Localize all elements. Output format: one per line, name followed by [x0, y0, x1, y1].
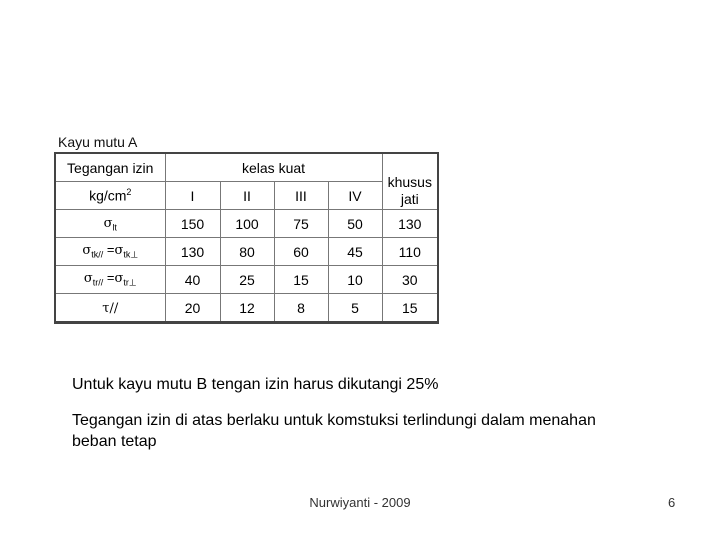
table-cell: 100 — [220, 210, 274, 238]
stress-symbol: σ — [114, 271, 124, 287]
table-cell: 25 — [220, 266, 274, 294]
footer-author: Nurwiyanti - 2009 — [309, 495, 411, 510]
table-cell: 150 — [165, 210, 220, 238]
table-cell: 110 — [382, 238, 438, 266]
row-label-lt — [55, 210, 165, 238]
header-khusus-jati — [382, 153, 438, 210]
equals-sign: = — [103, 242, 115, 258]
table-cell: 15 — [382, 294, 438, 323]
table-unit-row — [55, 182, 438, 210]
equals-sign: = — [103, 270, 115, 286]
stress-symbol: σ — [103, 215, 113, 231]
table-cell: 50 — [328, 210, 382, 238]
unit-base: kg/cm — [89, 187, 127, 204]
header-jati: jati — [400, 191, 419, 207]
stress-subscript: tk⊥ — [123, 249, 139, 260]
page-number: 6 — [668, 495, 676, 510]
table-cell: 20 — [165, 294, 220, 323]
header-class-3: III — [274, 182, 328, 210]
table-cell: 8 — [274, 294, 328, 323]
table-row — [55, 294, 438, 323]
table-cell: 40 — [165, 266, 220, 294]
table-row — [55, 266, 438, 294]
row-label-tk — [55, 238, 165, 266]
table-cell: 5 — [328, 294, 382, 323]
stress-symbol: σ — [114, 243, 124, 259]
row-label-tr — [55, 266, 165, 294]
table-header-row — [55, 153, 438, 182]
table-cell: 30 — [382, 266, 438, 294]
table-cell: 12 — [220, 294, 274, 323]
row-label-tau — [55, 294, 165, 323]
table-row — [55, 210, 438, 238]
table-cell: 130 — [165, 238, 220, 266]
stress-symbol: σ — [82, 243, 92, 259]
header-tegangan-izin: Tegangan izin — [55, 153, 165, 182]
stress-subscript: tr⊥ — [123, 277, 137, 288]
header-kelas-kuat: kelas kuat — [165, 153, 382, 182]
table-row — [55, 238, 438, 266]
stress-subscript: tr// — [92, 277, 104, 288]
table-cell: 80 — [220, 238, 274, 266]
stress-symbol: σ — [83, 271, 93, 287]
table-cell: 75 — [274, 210, 328, 238]
table-cell: 130 — [382, 210, 438, 238]
table-cell: 15 — [274, 266, 328, 294]
table-caption: Kayu mutu A — [58, 134, 138, 150]
allowable-stress-table — [54, 152, 439, 324]
header-class-1: I — [165, 182, 220, 210]
stress-subscript: tk// — [91, 249, 104, 260]
table-cell: 60 — [274, 238, 328, 266]
table-cell: 10 — [328, 266, 382, 294]
shear-symbol: τ// — [102, 300, 119, 316]
table-cell: 45 — [328, 238, 382, 266]
note-mutu-b: Untuk kayu mutu B tengan izin harus dikutangi 25% — [72, 376, 439, 393]
header-class-2: II — [220, 182, 274, 210]
unit-power: 2 — [126, 187, 132, 198]
note-tegangan-izin: Tegangan izin di atas berlaku untuk komstuksi terlindungi dalam menahan beban tetap — [72, 412, 596, 450]
header-class-4: IV — [328, 182, 382, 210]
header-unit — [55, 182, 165, 210]
stress-subscript: lt — [112, 222, 117, 233]
header-khusus: khusus — [387, 174, 432, 190]
